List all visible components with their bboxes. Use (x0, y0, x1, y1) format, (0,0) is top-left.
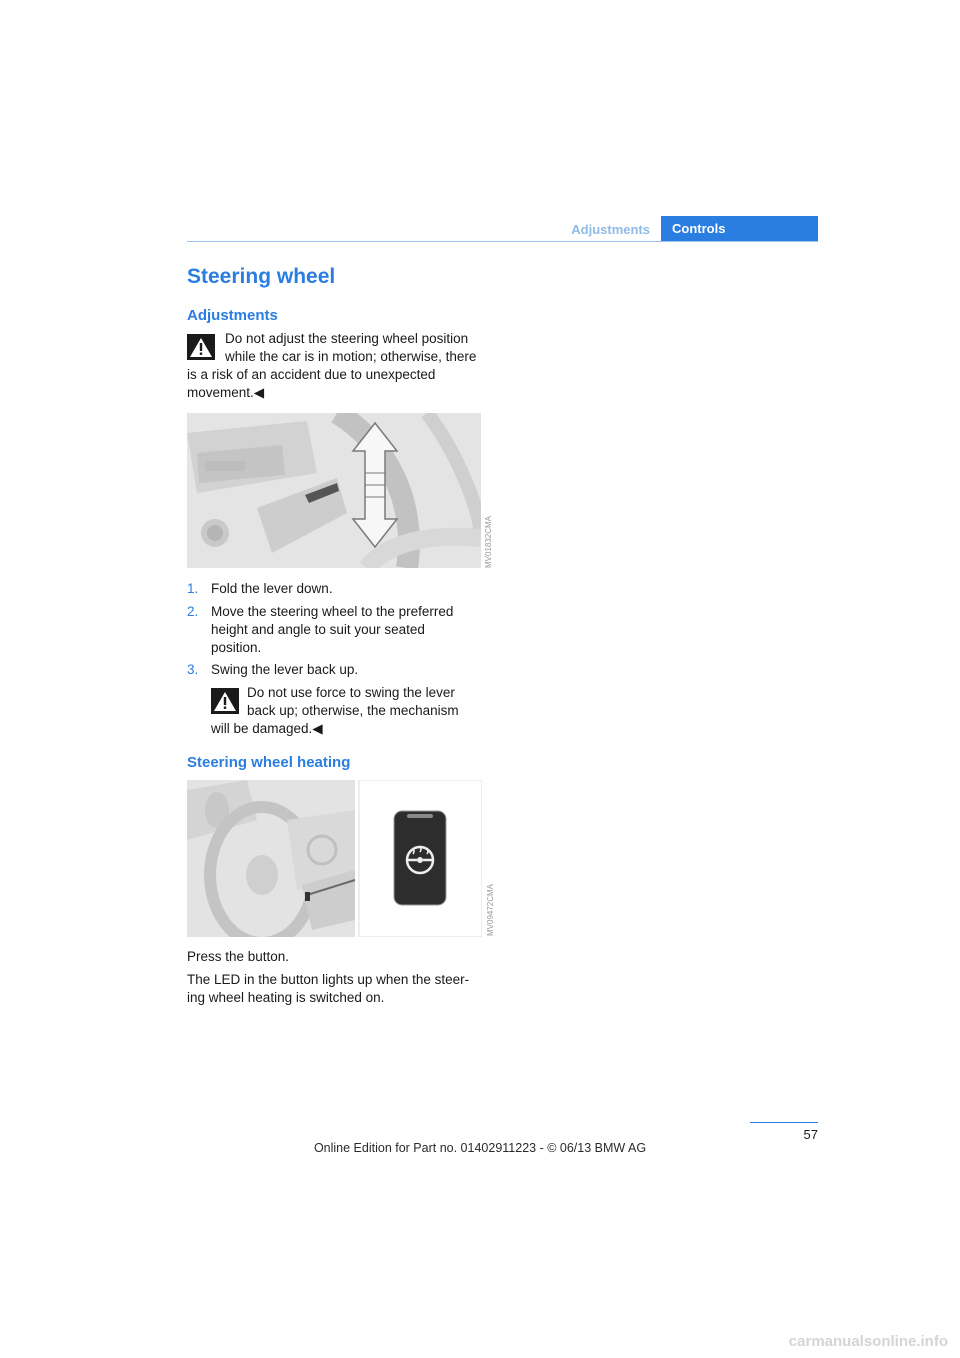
adjustments-heading: Adjustments (187, 307, 278, 324)
step-2-text-line-2: height and angle to suit your seated (211, 622, 425, 637)
steering-wheel-heating-icon (393, 810, 447, 906)
heating-led-line-1: The LED in the button lights up when the steer- (187, 972, 470, 987)
step-warning-line-1: Do not use force to swing the lever (247, 685, 455, 700)
heating-press-text: Press the button. (187, 949, 290, 964)
step-1-text: Fold the lever down. (211, 581, 333, 596)
footer-divider (750, 1122, 818, 1123)
header-section-label: Adjustments (571, 222, 650, 237)
step-3-number: 3. (187, 662, 199, 677)
page-title: Steering wheel (187, 265, 336, 288)
header-chapter-tab: Controls (661, 216, 818, 242)
figure-code-adjustment: MV01832CMA (484, 515, 493, 568)
adjustments-warning-line-4: movement.◀ (187, 385, 265, 400)
steering-adjustment-illustration (187, 413, 481, 568)
step-2-text-line-3: position. (211, 640, 262, 655)
steering-heating-illustration (187, 780, 482, 937)
header-divider (187, 241, 818, 242)
adjustments-warning-line-2: while the car is in motion; otherwise, there (225, 349, 477, 364)
step-1-number: 1. (187, 581, 199, 596)
footer-edition-note: Online Edition for Part no. 01402911223 - © 06/13 BMW AG (313, 1141, 647, 1155)
warning-triangle-icon (187, 334, 215, 360)
step-2-text-line-1: Move the steering wheel to the preferred (211, 604, 454, 619)
warning-triangle-icon (211, 688, 239, 714)
site-watermark: carmanualsonline.info (788, 1333, 948, 1350)
page-number: 57 (803, 1127, 818, 1142)
step-2-number: 2. (187, 604, 199, 619)
step-3-text: Swing the lever back up. (211, 662, 359, 677)
figure-code-heating: MV09472CMA (486, 883, 495, 936)
adjustments-warning-line-1: Do not adjust the steering wheel position (225, 331, 469, 346)
heating-heading: Steering wheel heating (187, 754, 351, 771)
step-warning-line-2: back up; otherwise, the mechanism (247, 703, 459, 718)
adjustments-warning-line-3: is a risk of an accident due to unexpected (187, 367, 436, 382)
heating-led-line-2: ing wheel heating is switched on. (187, 990, 385, 1005)
step-warning-line-3: will be damaged.◀ (211, 721, 323, 736)
